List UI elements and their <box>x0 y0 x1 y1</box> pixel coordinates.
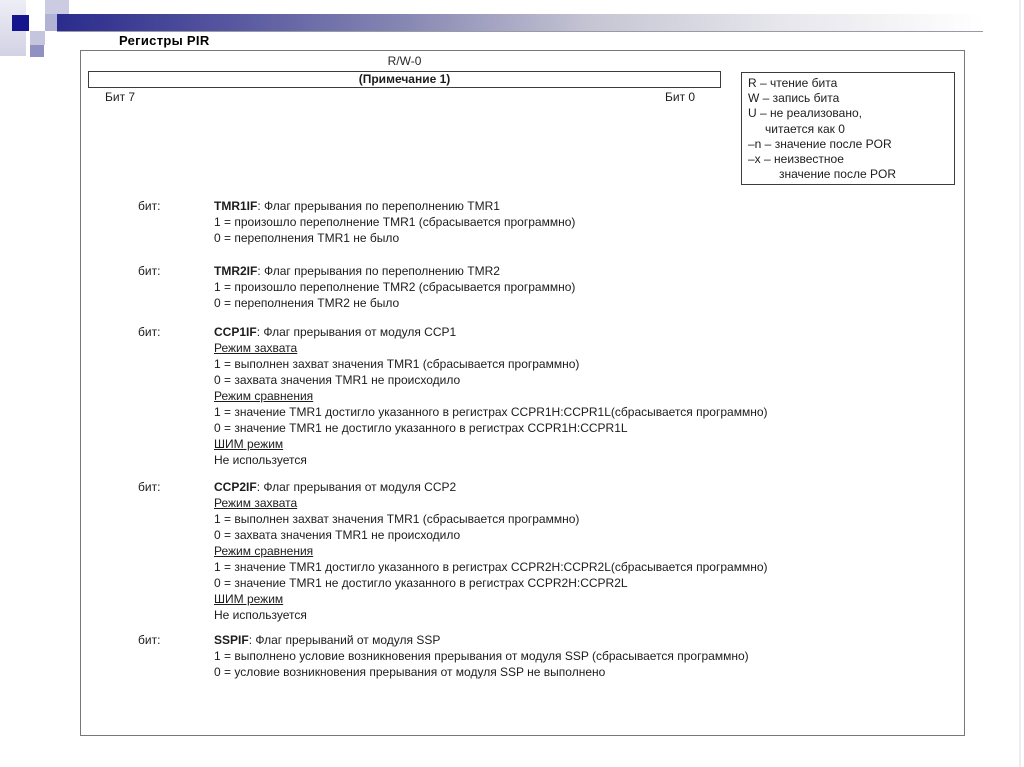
bit-line: Не используется <box>214 453 307 467</box>
bit-body <box>214 632 958 680</box>
legend-line: W – запись бита <box>748 91 840 106</box>
legend-box <box>741 72 955 185</box>
register-note-label: (Примечание 1) <box>358 72 451 86</box>
bit-label: бит: <box>138 264 161 278</box>
bit-description-block <box>138 632 958 680</box>
decoration-square-lowest <box>30 45 44 57</box>
bit-description-block <box>138 324 958 468</box>
content-frame <box>80 50 965 736</box>
legend-line: R – чтение бита <box>748 76 838 90</box>
bit-body <box>214 324 958 468</box>
bit-line: 0 = переполнения TMR2 не было <box>214 296 400 310</box>
bit-name: CCP1IF <box>214 325 257 339</box>
legend-line: –x – неизвестное <box>748 152 844 167</box>
bit-line: Режим захвата <box>214 341 298 355</box>
bit-line: Не используется <box>214 608 307 622</box>
bit-line: 1 = значение TMR1 достигло указанного в регистрах CCPR1H:CCPR1L(сбрасывается программно) <box>214 405 768 419</box>
legend-line: –n – значение после POR <box>748 136 892 151</box>
bit-name: CCP2IF <box>214 480 257 494</box>
bit-body <box>214 479 958 623</box>
bit-title-suffix: : Флаг прерывания по переполнению TMR2 <box>257 264 500 278</box>
bit7-label: Бит 7 <box>105 90 136 104</box>
bit-title-suffix: : Флаг прерывания по переполнению TMR1 <box>257 199 500 213</box>
bit-title-suffix: : Флаг прерываний от модуля SSP <box>248 633 441 647</box>
bit-line: 1 = выполнен захват значения TMR1 (сбрасывается программно) <box>214 357 580 371</box>
bit-line: 0 = захвата значения TMR1 не происходило <box>214 528 461 542</box>
bit-line: 0 = значение TMR1 не достигло указанного в регистрах CCPR2H:CCPR2L <box>214 576 628 590</box>
legend-line: читается как 0 <box>765 121 845 136</box>
bit-title-suffix: : Флаг прерывания от модуля CCP2 <box>256 480 457 494</box>
bit-line: 0 = значение TMR1 не достигло указанного в регистрах CCPR1H:CCPR1L <box>214 421 628 435</box>
bit-label: бит: <box>138 480 161 494</box>
bit-name: SSPIF <box>214 633 249 647</box>
register-rw-label: R/W-0 <box>387 54 422 68</box>
bit-label: бит: <box>138 199 161 213</box>
bit-line: 0 = условие возникновения прерывания от модуля SSP не выполнено <box>214 665 606 679</box>
bit-title-line <box>214 479 958 495</box>
register-note-box <box>88 71 721 88</box>
bit-title-line <box>214 632 958 648</box>
bit-description-block <box>138 263 958 311</box>
legend-line: U – не реализовано, <box>748 106 862 121</box>
bit-line: 1 = выполнен захват значения TMR1 (сбрасывается программно) <box>214 512 580 526</box>
bit-line: Режим захвата <box>214 496 298 510</box>
bit-name: TMR2IF <box>214 264 258 278</box>
decoration-square-navy <box>12 15 29 31</box>
slide-edge-line <box>1019 0 1021 767</box>
decoration-square-top <box>45 0 69 14</box>
bit-title-suffix: : Флаг прерывания от модуля CCP1 <box>256 325 457 339</box>
bit-line: 1 = выполнено условие возникновения прерывания от модуля SSP (сбрасывается программно) <box>214 649 749 663</box>
bit-line: ШИМ режим <box>214 437 284 451</box>
bit-line: Режим сравнения <box>214 544 314 558</box>
header-gradient-bar <box>57 14 983 32</box>
bit-title-line <box>214 198 958 214</box>
bit-title-line <box>214 263 958 279</box>
page-title: Регистры PIR <box>119 33 210 48</box>
bit-line: 0 = переполнения TMR1 не было <box>214 231 400 245</box>
bit-line: 1 = произошло переполнение TMR1 (сбрасывается программно) <box>214 215 576 229</box>
decoration-square-mid <box>45 14 57 31</box>
bit-name: TMR1IF <box>214 199 258 213</box>
bit-line: 1 = произошло переполнение TMR2 (сбрасывается программно) <box>214 280 576 294</box>
bit-label: бит: <box>138 325 161 339</box>
decoration-square-lower <box>30 31 45 45</box>
bit-title-line <box>214 324 958 340</box>
bit-line: 1 = значение TMR1 достигло указанного в регистрах CCPR2H:CCPR2L(сбрасывается программно) <box>214 560 768 574</box>
bit-line: ШИМ режим <box>214 592 284 606</box>
bit0-label: Бит 0 <box>665 90 696 104</box>
bit-description-block <box>138 198 958 246</box>
legend-line: значение после POR <box>779 167 896 182</box>
bit-line: 0 = захвата значения TMR1 не происходило <box>214 373 461 387</box>
bit-descriptions <box>138 198 958 680</box>
bit-line: Режим сравнения <box>214 389 314 403</box>
bit-description-block <box>138 479 958 623</box>
bit-label: бит: <box>138 633 161 647</box>
bit-body <box>214 198 958 246</box>
bit-body <box>214 263 958 311</box>
